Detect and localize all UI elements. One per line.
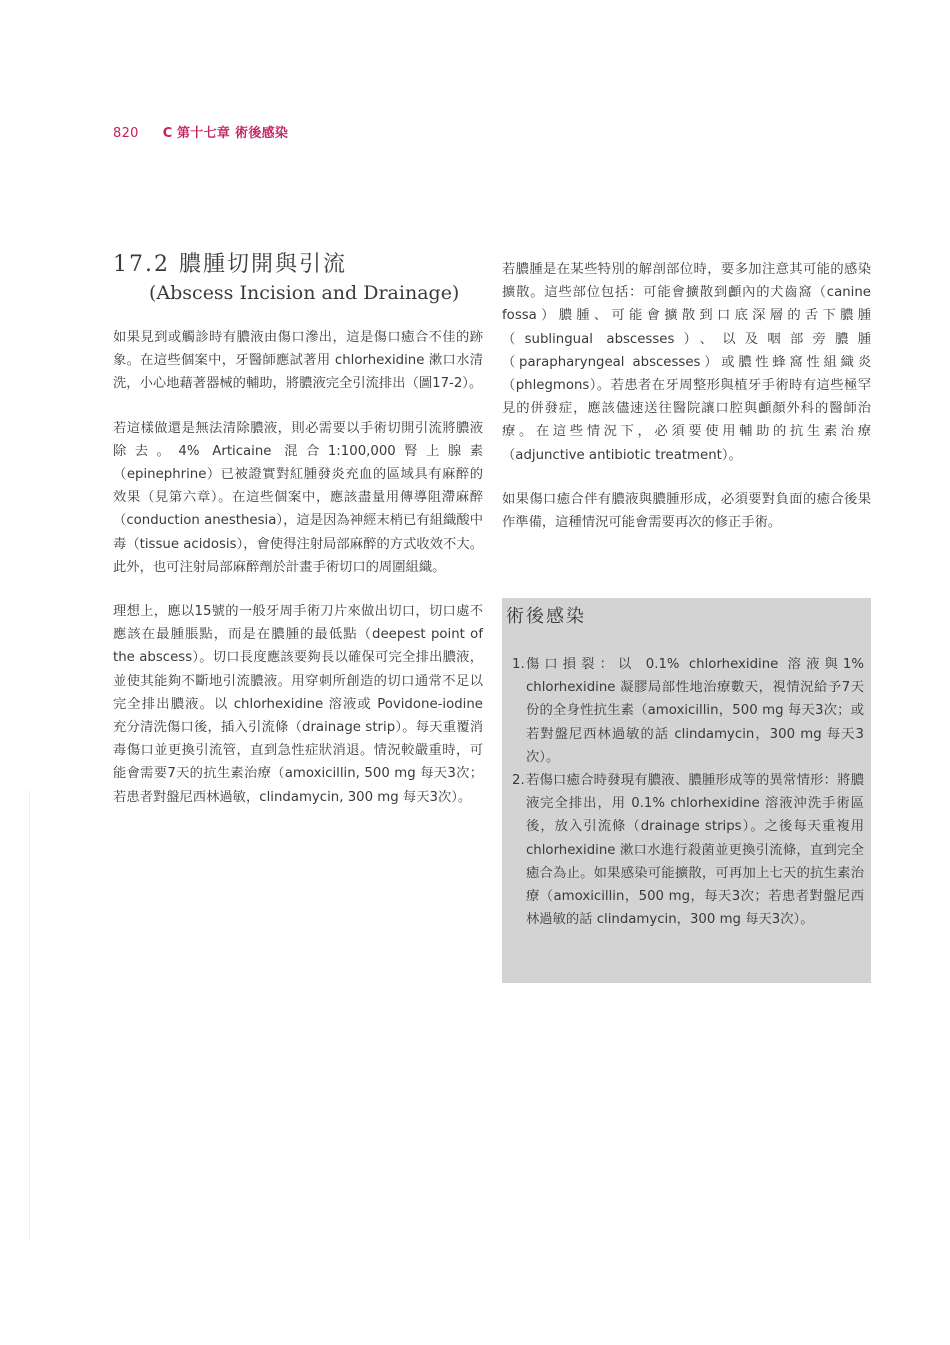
right-column xyxy=(502,258,871,534)
section-title-chinese: 17.2 膿腫切開與引流 xyxy=(113,252,347,277)
summary-box-postoperative-infection xyxy=(502,598,871,983)
paragraph-pus-drainage: 如果見到或觸診時有膿液由傷口滲出，這是傷口癒合不佳的跡象。在這些個案中，牙醫師應試著用 chlorhexidine 漱口水清洗，小心地藉著器械的輔助，將膿液完全引流排出（圖17-2）。 xyxy=(113,330,483,392)
list-item-number: 1. xyxy=(512,657,525,672)
summary-list xyxy=(512,653,864,931)
list-item-number: 2. xyxy=(512,773,525,789)
paragraph-surgical-incision: 若這樣做還是無法清除膿液，則必需要以手術切開引流將膿液除去。4% Articaine 混合1:100,000腎上腺素（epinephrine）已被證實對紅腫發炎充血的區域具有麻醉的效果（見第六章）。在這些個案中，應該盡量用傳導阻滯麻醉（conduction anesthesia），這是因為神經末梢已有組織酸中毒（tissue acidosis），會使得注射局部麻醉的方式收效不大。此外，也可注射局部麻醉劑於計畫手術切口的周圍組織。 xyxy=(113,420,483,575)
paragraph-revision-surgery: 如果傷口癒合伴有膿液與膿腫形成，必須要對負面的癒合後果作準備，這種情況可能會需要再次的修正手術。 xyxy=(502,491,871,531)
chapter-title: 第十七章 術後感染 xyxy=(177,126,289,141)
left-column xyxy=(113,250,483,809)
section-title-english: (Abscess Incision and Drainage) xyxy=(149,282,460,304)
running-header xyxy=(113,122,288,141)
page-edge-shadow xyxy=(29,790,30,1240)
list-item xyxy=(512,769,864,931)
section-letter: C xyxy=(162,126,173,141)
list-item-text: 傷口損裂：以 0.1% chlorhexidine 溶液與1% chlorhexidine 凝膠局部性地治療數天，視情況給予7天份的全身性抗生素（amoxicillin，500 mg 每天3次；或若對盤尼西林過敏的話 clindamycin，300 mg 每天3次）。 xyxy=(526,657,864,765)
paragraph-incision-technique: 理想上，應以15號的一般牙周手術刀片來做出切口，切口處不應該在最腫脹點，而是在膿腫的最低點（deepest point of the abscess）。切口長度應該要夠長以確保可完全排出膿液，並使其能夠不斷地引流膿液。用穿刺所創造的切口通常不足以完全排出膿液。以 chlorhexidine 溶液或 Povidone-iodine 充分清洗傷口後，插入引流條（drainage strip）。每天重覆消毒傷口並更換引流管，直到急性症狀消退。情況較嚴重時，可能會需要7天的抗生素治療（amoxicillin, 500 mg 每天3次；若患者對盤尼西林過敏，clindamycin, 300 mg 每天3次）。 xyxy=(113,604,483,805)
paragraph-anatomical-sites: 若膿腫是在某些特別的解剖部位時，要多加注意其可能的感染擴散。這些部位包括：可能會擴散到顱內的犬齒窩（canine fossa）膿腫、可能會擴散到口底深層的舌下膿腫（sublingual abscesses）、以及咽部旁膿腫（parapharyngeal abscesses）或膿性蜂窩性組織炎（phlegmons）。若患者在牙周整形與植牙手術時有這些極罕見的併發症，應該儘速送往醫院讓口腔與顱顏外科的醫師治療。在這些情況下，必須要使用輔助的抗生素治療（adjunctive antibiotic treatment）。 xyxy=(502,262,871,463)
list-item xyxy=(512,653,864,769)
list-item-text: 若傷口癒合時發現有膿液、膿腫形成等的異常情形：將膿液完全排出，用 0.1% chlorhexidine 溶液沖洗手術區後，放入引流條（drainage strips）。之後每天重複用 chlorhexidine 漱口水進行殺菌並更換引流條，直到完全癒合為止。如果感染可能擴散，可再加上七天的抗生素治療（amoxicillin，500 mg，每天3次；若患者對盤尼西林過敏的話 clindamycin，300 mg 每天3次）。 xyxy=(526,773,864,928)
summary-box-title: 術後感染 xyxy=(506,606,586,627)
page-number: 820 xyxy=(113,126,139,141)
